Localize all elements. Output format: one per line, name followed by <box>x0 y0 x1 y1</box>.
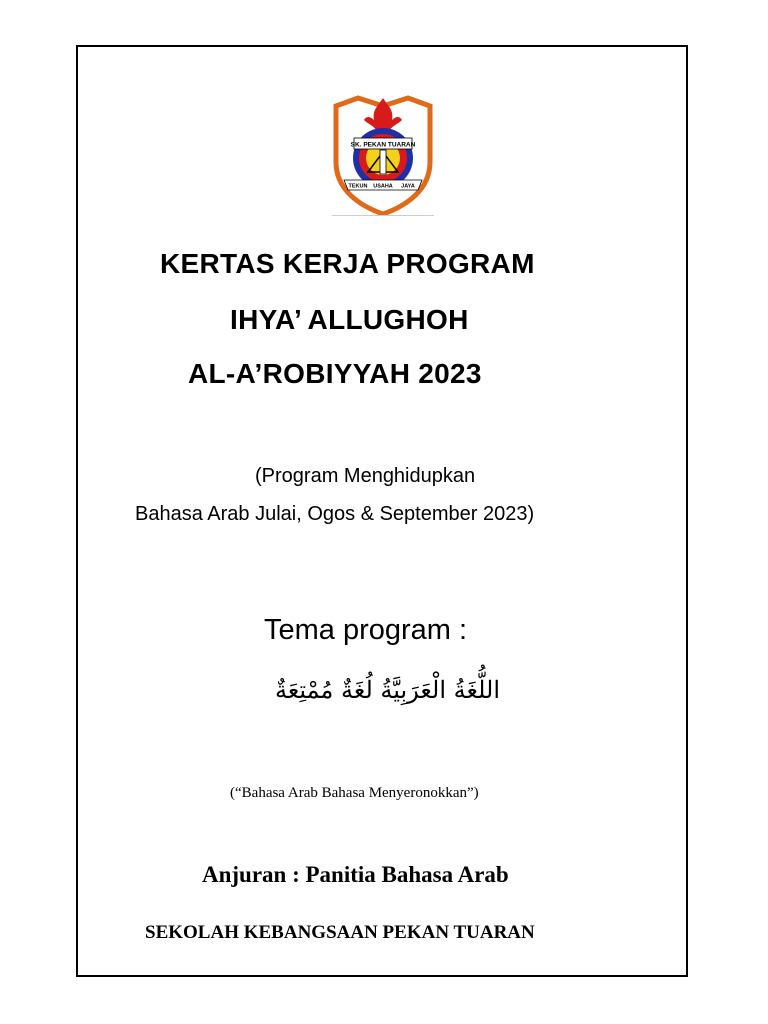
school-name: SEKOLAH KEBANGSAAN PEKAN TUARAN <box>145 922 535 943</box>
crest-motto-2: USAHA <box>373 183 393 190</box>
subtitle-line-1: (Program Menghidupkan <box>255 465 476 487</box>
crest-name-text: SK. PEKAN TUARAN <box>350 141 416 149</box>
theme-label: Tema program : <box>264 614 468 646</box>
crest-motto-1: TEKUN <box>348 183 368 190</box>
title-line-3: AL-A’ROBIYYAH 2023 <box>188 358 482 389</box>
subtitle-line-2: Bahasa Arab Julai, Ogos & September 2023) <box>135 503 535 525</box>
title-line-1: KERTAS KERJA PROGRAM <box>160 248 535 279</box>
crest-underline <box>332 215 434 216</box>
title-line-2: IHYA’ ALLUGHOH <box>230 304 469 335</box>
school-crest-logo <box>330 92 436 216</box>
organizer-text: Anjuran : Panitia Bahasa Arab <box>202 862 509 887</box>
crest-motto-3: JAYA <box>401 183 415 190</box>
theme-translation: (“Bahasa Arab Bahasa Menyeronokkan”) <box>230 785 479 801</box>
theme-arabic: اللُّغَةُ الْعَرَبِيَّةُ لُغَةٌ مُمْتِعَةٌ <box>274 676 500 704</box>
